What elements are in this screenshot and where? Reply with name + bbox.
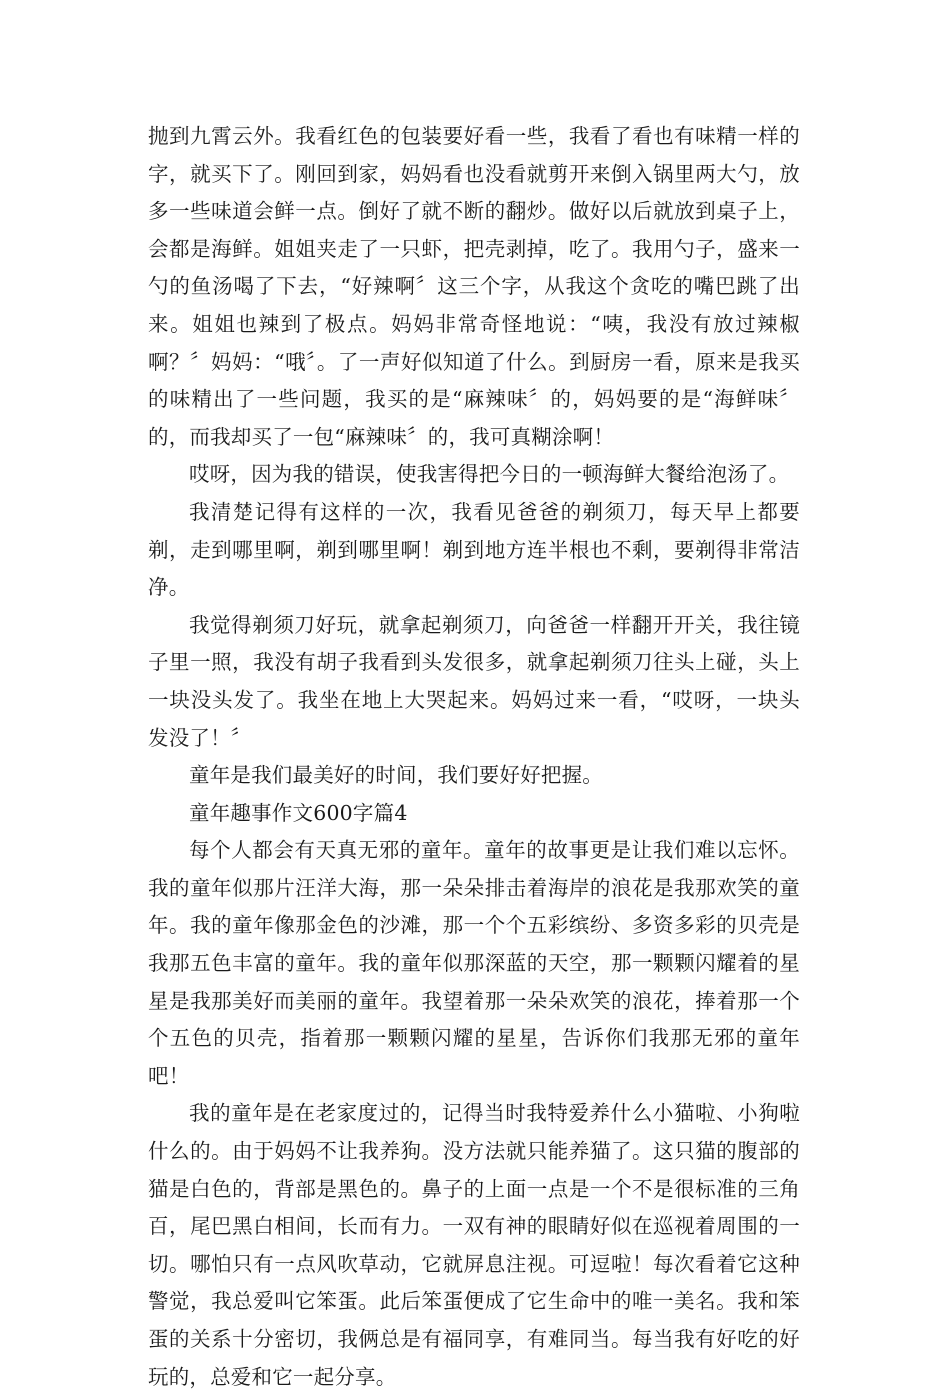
document-body bbox=[148, 118, 800, 1396]
paragraph: 我的童年是在老家度过的，记得当时我特爱养什么小猫啦、小狗啦什么的。由于妈妈不让我养狗。没方法就只能养猫了。这只猫的腹部的猫是白色的，背部是黑色的。鼻子的上面一点是一个不是很标准的三角百，尾巴黑白相间，长而有力。一双有神的眼睛好似在巡视着周围的一切。哪怕只有一点风吹草动，它就屏息注视。可逗啦！每次看着它这种警觉，我总爱叫它笨蛋。此后笨蛋便成了它生命中的唯一美名。我和笨蛋的关系十分密切，我俩总是有福同享，有难同当。每当我有好吃的好玩的，总爱和它一起分享。 bbox=[148, 1101, 800, 1389]
paragraph: 哎呀，因为我的错误，使我害得把今日的一顿海鲜大餐给泡汤了。 bbox=[189, 462, 790, 487]
section-heading: 童年趣事作文600字篇4 bbox=[189, 800, 408, 825]
paragraph: 每个人都会有天真无邪的童年。童年的故事更是让我们难以忘怀。我的童年似那片汪洋大海，那一朵朵排击着海岸的浪花是我那欢笑的童年。我的童年像那金色的沙滩，那一个个五彩缤纷、多资多彩的贝壳是我那五色丰富的童年。我的童年似那深蓝的天空，那一颗颗闪耀着的星星是我那美好而美丽的童年。我望着那一朵朵欢笑的浪花，捧着那一个个五色的贝壳，指着那一颗颗闪耀的星星，告诉你们我那无邪的童年吧！ bbox=[148, 838, 800, 1088]
paragraph: 童年是我们最美好的时间，我们要好好把握。 bbox=[189, 763, 603, 788]
paragraph-continuation: 抛到九霄云外。我看红色的包装要好看一些，我看了看也有味精一样的字，就买下了。刚回到家，妈妈看也没看就剪开来倒入锅里两大勺，放多一些味道会鲜一点。倒好了就不断的翻炒。做好以后就放到桌子上，会都是海鲜。姐姐夹走了一只虾，把壳剥掉，吃了。我用勺子，盛来一勺的鱼汤喝了下去，“好辣啊〞这三个字，从我这个贪吃的嘴巴跳了出来。姐姐也辣到了极点。妈妈非常奇怪地说：“咦，我没有放过辣椒啊？〞妈妈：“哦〞。了一声好似知道了什么。到厨房一看，原来是我买的味精出了一些问题，我买的是“麻辣味〞的，妈妈要的是“海鲜味〞的，而我却买了一包“麻辣味〞的，我可真糊涂啊！ bbox=[148, 124, 800, 449]
paragraph: 我清楚记得有这样的一次，我看见爸爸的剃须刀，每天早上都要剃，走到哪里啊，剃到哪里啊！剃到地方连半根也不剩，要剃得非常洁净。 bbox=[148, 499, 800, 600]
paragraph: 我觉得剃须刀好玩，就拿起剃须刀，向爸爸一样翻开开关，我往镜子里一照，我没有胡子我看到头发很多，就拿起剃须刀往头上碰，头上一块没头发了。我坐在地上大哭起来。妈妈过来一看，“哎呀，一块头发没了！〞 bbox=[148, 612, 800, 750]
